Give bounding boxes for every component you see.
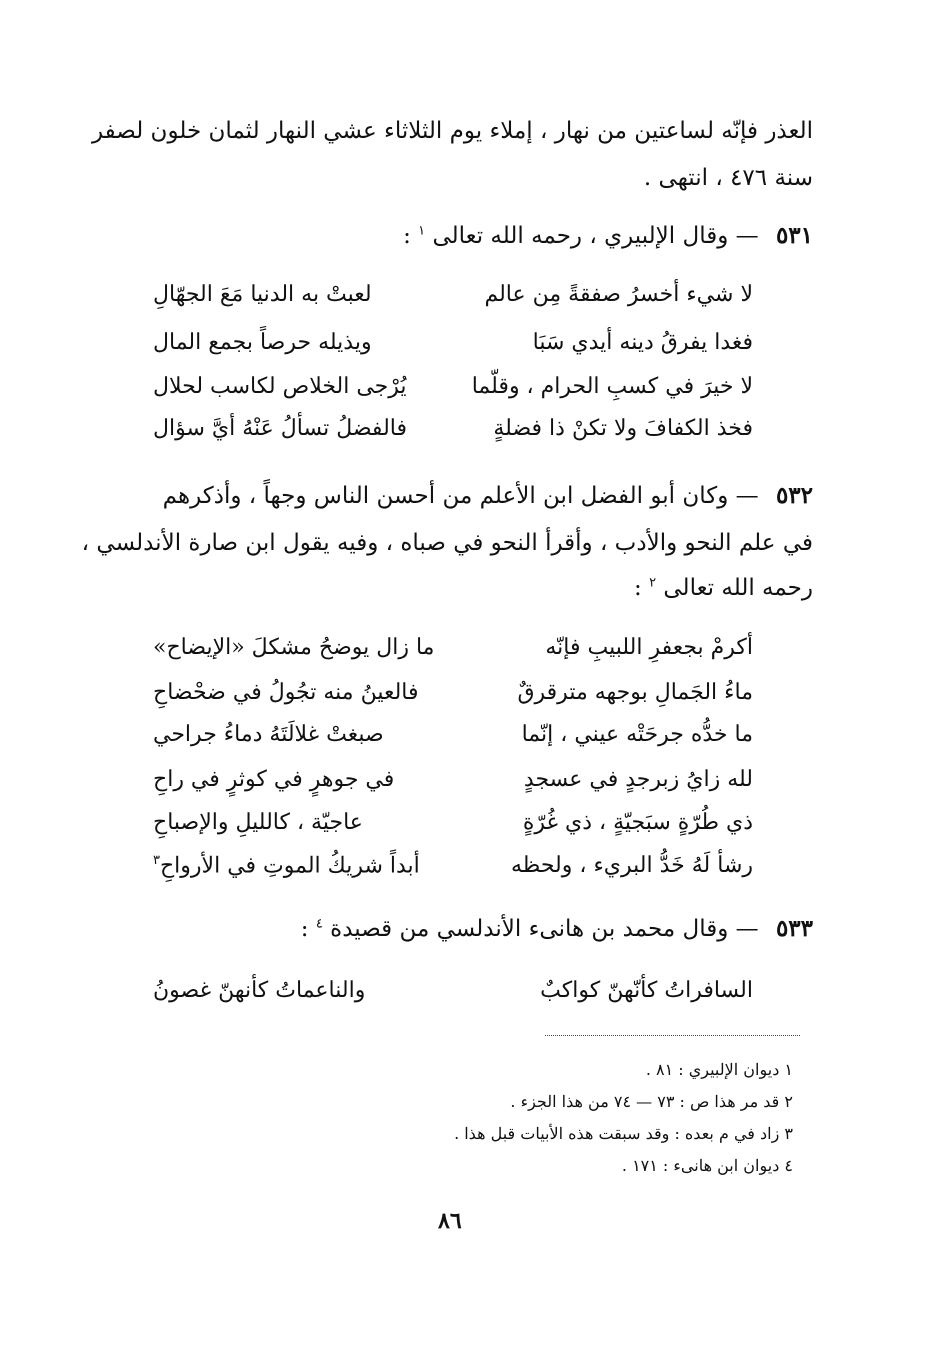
verse-hemistich-second: ما زال يوضحُ مشكلَ «الإيضاح» [153,635,435,660]
verse-hemistich-first: لا شيء أخسرُ صفقةً مِن عالم [484,282,753,307]
verse-hemistich-second: يُرْجى الخلاص لكاسب لحلال [153,374,407,399]
entry-text: رحمه الله تعالى [663,575,813,601]
verse-hemistich-first: أكرمْ بجعفرِ اللبيبِ فإنّه [545,635,753,660]
verse-hemistich-first: ماءُ الجَمالِ بوجهه مترقرقٌ [517,680,753,705]
verse-hemistich-first: ذي طُرّةٍ سبَجيّةٍ ، ذي غُرّةٍ [522,810,753,835]
footnote: ٣ زاد في م بعده : وقد سبقت هذه الأبيات قبل هذا . [454,1124,793,1143]
entry-text: — وقال محمد بن هانىء الأندلسي من قصيدة [330,916,759,942]
verse-hemistich-second: والناعماتُ كأنهنّ غصونُ [153,978,366,1003]
entry-heading-531 [403,222,813,249]
verse-hemistich-first: لله زايُ زبرجدٍ في عسجدٍ [523,767,753,792]
entry-number: ٥٣٢ [775,482,813,509]
verse-hemistich-second: عاجيّة ، كالليلِ والإصباحِ [153,810,363,835]
verse-hemistich-first: ما خدُّه جرحَتْه عيني ، إنّما [521,722,753,747]
footnote-divider [545,1035,800,1036]
entry-number: ٥٣٣ [775,915,813,942]
verse-hemistich-first: السافراتُ كأنّهنّ كواكبٌ [540,978,753,1003]
footnote-ref: ٢ [649,575,657,591]
footnote-ref: ١ [418,223,426,239]
entry-text: — وكان أبو الفضل ابن الأعلم من أحسن الناس وجهاً ، وأذكرهم [162,483,759,509]
page-number: ٨٦ [438,1208,462,1234]
verse-hemistich-first: فخذ الكفافَ ولا تكنْ ذا فضلةٍ [493,416,753,441]
verse-hemistich-second: صبغتْ غلالَتَهُ دماءُ جراحي [153,722,384,747]
paragraph-line [634,575,813,601]
footnote-ref: ٤ [315,916,323,932]
verse-hemistich-first: فغدا يفرقُ دينه أيدي سَبَا [532,330,753,355]
entry-heading-532 [163,482,813,509]
verse-hemistich-second [153,853,420,878]
colon: : [300,916,309,942]
verse-hemistich-second: لعبتْ به الدنيا مَعَ الجهّالِ [153,282,372,307]
colon: : [634,575,642,601]
paragraph-line: العذر فإنّه لساعتين من نهار ، إملاء يوم الثلاثاء عشي النهار لثمان خلون لصفر [91,118,813,144]
verse-hemistich-second: فالفضلُ تسألُ عَنْهُ أيَّ سؤال [153,416,407,441]
footnote: ١ ديوان الإلبيري : ٨١ . [645,1060,793,1079]
paragraph-line: في علم النحو والأدب ، وأقرأ النحو في صباه ، وفيه يقول ابن صارة الأندلسي ، [81,530,813,556]
paragraph-line: سنة ٤٧٦ ، انتهى . [643,165,813,191]
verse-hemistich-second: ويذيله حرصاً بجمع المال [153,330,372,355]
verse-hemistich-second: فالعينُ منه تجُولُ في ضحْضاحِ [153,680,419,705]
footnote: ٢ قد مر هذا ص : ٧٣ — ٧٤ من هذا الجزء . [510,1092,793,1111]
entry-number: ٥٣١ [775,222,813,249]
footnote: ٤ ديوان ابن هانىء : ١٧١ . [621,1156,793,1175]
verse-hemistich-first: لا خيرَ في كسبِ الحرام ، وقلّما [471,374,753,399]
footnote-ref: ٣ [153,853,160,868]
verse-text: أبداً شريكُ الموتِ في الأرواحِ [159,853,420,879]
verse-hemistich-second: في جوهرٍ في كوثرٍ في راحِ [153,767,395,792]
entry-heading-533 [301,915,813,942]
entry-text: — وقال الإلبيري ، رحمه الله تعالى [432,223,759,249]
verse-hemistich-first: رشأ لَهُ خَدُّ البريء ، ولحظه [511,853,753,878]
colon: : [403,223,411,249]
